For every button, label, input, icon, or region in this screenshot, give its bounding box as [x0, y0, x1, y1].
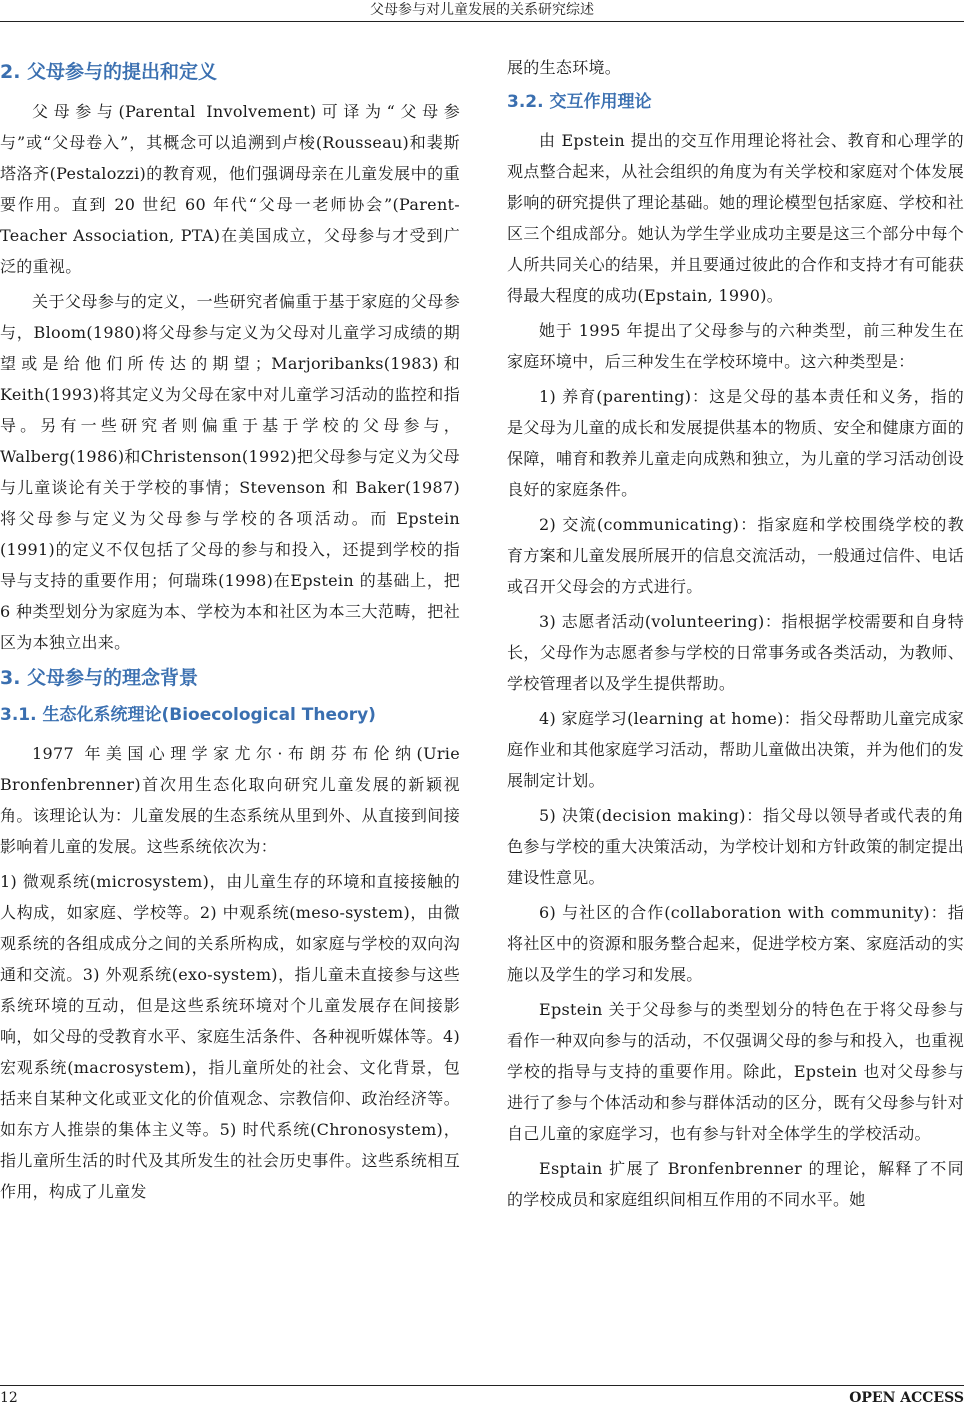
- paragraph: 关于父母参与的定义，一些研究者偏重于基于家庭的父母参与，Bloom(1980)将父母参与定义为父母对儿童学习成绩的期望或是给他们所传达的期望；Marjoribanks(1983)和 Keith(1993)将其定义为父母在家中对儿童学习活动的监控和指导。另有一些研究者则偏重于基于学校的父母参与，Walberg(1986)和Christenson(1992)把父母参与定义为父母与儿童谈论有关于学校的事情；Stevenson 和 Baker(1987)将父母参与定义为父母参与学校的各项活动。而 Epstein (1991)的定义不仅包括了父母的参与和投入，还提到学校的指导与支持的重要作用；何瑞珠(1998)在Epstein 的基础上，把 6 种类型划分为家庭为本、学校为本和社区为本三大范畴，把社区为本独立出来。: [0, 292, 460, 652]
- list-item: 6) 与社区的合作(collaboration with community)：指将社区中的资源和服务整合起来，促进学校方案、家庭活动的实施以及学生的学习和发展。: [507, 903, 964, 984]
- list-item: 1) 养育(parenting)：这是父母的基本责任和义务，指的是父母为儿童的成长和发展提供基本的物质、安全和健康方面的保障，哺育和教养儿童走向成熟和独立，为儿童的学习活动创设良好的家庭条件。: [507, 387, 964, 499]
- list-item: 2) 交流(communicating)：指家庭和学校围绕学校的教育方案和儿童发展所展开的信息交流活动，一般通过信件、电话或召开父母会的方式进行。: [507, 515, 964, 596]
- paragraph: 1) 微观系统(microsystem)，由儿童生存的环境和直接接触的人构成，如家庭、学校等。2) 中观系统(meso-system)，由微观系统的各组成成分之间的关系所构成，如家庭与学校的双向沟通和交流。3) 外观系统(exo-system)，指儿童未直接参与这些系统环境的互动，但是这些系统环境对个儿童发展存在间接影响，如父母的受教育水平、家庭生活条件、各种视听媒体等。4) 宏观系统(macrosystem)，指儿童所处的社会、文化背景，包括来自某种文化或亚文化的价值观念、宗教信仰、政治经济等。如东方人推崇的集体主义等。5) 时代系统(Chronosystem)，指儿童所生活的时代及其所发生的社会历史事件。这些系统相互作用，构成了儿童发: [0, 872, 460, 1201]
- paragraph: 展的生态环境。: [507, 58, 622, 77]
- section-3-heading: 3. 父母参与的理念背景: [0, 667, 199, 689]
- page-number: 12: [0, 1390, 18, 1406]
- running-header: [0, 0, 964, 22]
- list-item: 3) 志愿者活动(volunteering)：指根据学校需要和自身特长，父母作为志愿者参与学校的日常事务或各类活动，为教师、学校管理者以及学生提供帮助。: [507, 612, 964, 693]
- page-footer: [0, 1385, 964, 1411]
- list-item: 5) 决策(decision making)：指父母以领导者或代表的角色参与学校的重大决策活动，为学校计划和方针政策的制定提出建设性意见。: [507, 806, 964, 887]
- right-column: [507, 52, 964, 1219]
- paragraph: Esptain 扩展了 Bronfenbrenner 的理论，解释了不同的学校成员和家庭组织间相互作用的不同水平。她: [507, 1159, 964, 1209]
- section-2-heading: 2. 父母参与的提出和定义: [0, 61, 218, 83]
- paragraph: 由 Epstein 提出的交互作用理论将社会、教育和心理学的观点整合起来，从社会组织的角度为有关学校和家庭对个体发展影响的研究提供了理论基础。她的理论模型包括家庭、学校和社区三个组成部分。她认为学生学业成功主要是这三个部分中每个人所共同关心的结果，并且要通过彼此的合作和支持才有可能获得最大程度的成功(Epstain, 1990)。: [507, 131, 964, 305]
- paragraph: 1977 年美国心理学家尤尔·布朗芬布伦纳(Urie Bronfenbrenner)首次用生态化取向研究儿童发展的新颖视角。该理论认为：儿童发展的生态系统从里到外、从直接到间接影响着儿童的发展。这些系统依次为：: [0, 744, 460, 856]
- paragraph: Epstein 关于父母参与的类型划分的特色在于将父母参与看作一种双向参与的活动，不仅强调父母的参与和投入，也重视学校的指导与支持的重要作用。除此，Epstein 也对父母参与进行了参与个体活动和参与群体活动的区分，既有父母参与针对自己儿童的家庭学习，也有参与针对全体学生的学校活动。: [507, 1000, 964, 1143]
- subsection-3-2-heading: 3.2. 交互作用理论: [507, 92, 652, 112]
- list-item: 4) 家庭学习(learning at home)：指父母帮助儿童完成家庭作业和其他家庭学习活动，帮助儿童做出决策，并为他们的发展制定计划。: [507, 709, 964, 790]
- open-access-label: OPEN ACCESS: [849, 1390, 964, 1406]
- paragraph: 她于 1995 年提出了父母参与的六种类型，前三种发生在家庭环境中，后三种发生在学校环境中。这六种类型是：: [507, 321, 964, 371]
- journal-article-title: 父母参与对儿童发展的关系研究综述: [370, 2, 594, 18]
- left-column: [0, 52, 460, 1211]
- paragraph: 父母参与(Parental Involvement)可译为“父母参与”或“父母卷入”，其概念可以追溯到卢梭(Rousseau)和裴斯塔洛齐(Pestalozzi)的教育观，他们强调母亲在儿童发展中的重要作用。直到 20 世纪 60 年代“父母一老师协会”(Parent-Teacher Association, PTA)在美国成立，父母参与才受到广泛的重视。: [0, 102, 460, 276]
- subsection-3-1-heading: 3.1. 生态化系统理论(Bioecological Theory): [0, 705, 376, 725]
